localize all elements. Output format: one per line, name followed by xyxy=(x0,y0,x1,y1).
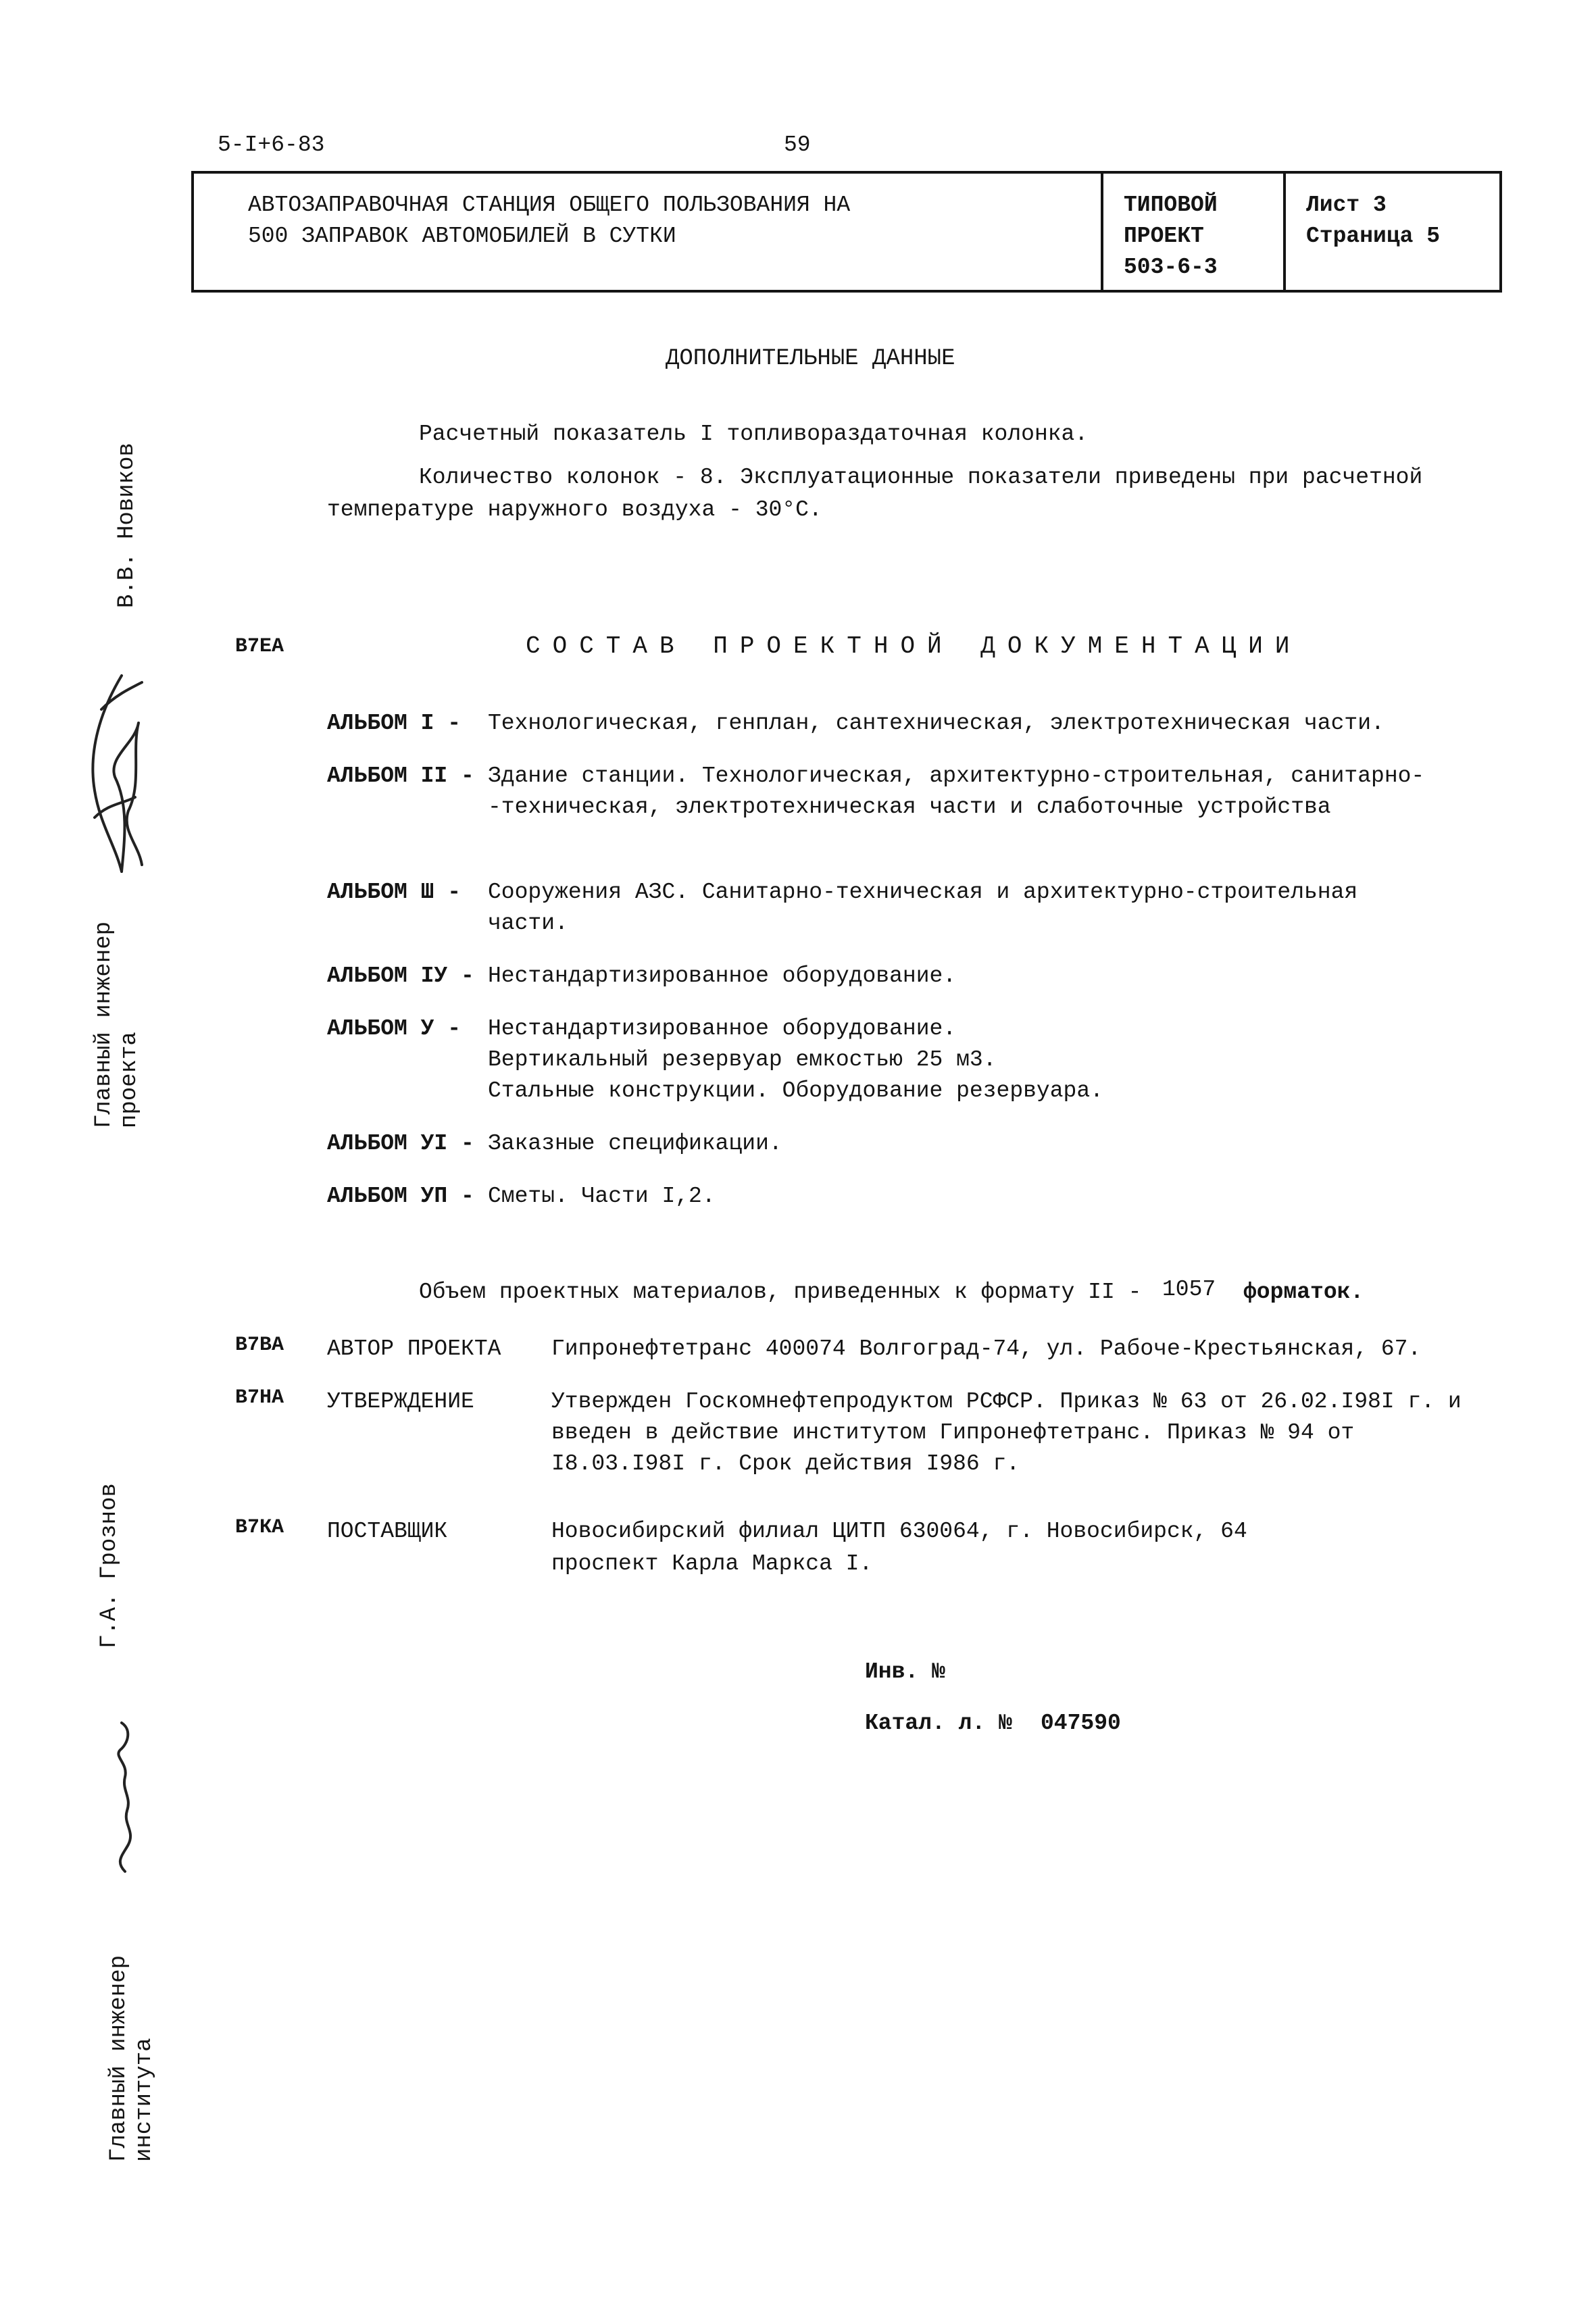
additional-p2-line1: Количество колонок - 8. Эксплуатационные показатели приведены при расчетной xyxy=(419,465,1423,490)
detail-text: Новосибирский филиал ЦИТП 630064, г. Новосибирск, 64 xyxy=(551,1519,1247,1544)
album-label: АЛЬБОМ II - xyxy=(327,763,474,788)
additional-p1: Расчетный показатель I топливораздаточная колонка. xyxy=(419,422,1089,447)
volume-unit: форматок. xyxy=(1243,1280,1364,1305)
album-label: АЛЬБОМ Ш - xyxy=(327,880,462,905)
title-line-1: АВТОЗАПРАВОЧНАЯ СТАНЦИЯ ОБЩЕГО ПОЛЬЗОВАНИЯ НА xyxy=(248,193,851,218)
page-number: 59 xyxy=(784,132,811,157)
project-number: 503-6-3 xyxy=(1124,255,1218,280)
signature-2-icon xyxy=(101,1716,149,1878)
album-text: части. xyxy=(488,911,568,936)
detail-text: Гипронефтетранс 400074 Волгоград-74, ул. Рабоче-Крестьянская, 67. xyxy=(551,1336,1422,1361)
album-text: Нестандартизированное оборудование. xyxy=(488,963,957,988)
sheet-cell xyxy=(1286,174,1505,290)
composition-heading: СОСТАВ ПРОЕКТНОЙ ДОКУМЕНТАЦИИ xyxy=(526,632,1302,660)
album-text: Сметы. Части I,2. xyxy=(488,1184,716,1209)
signature-1-icon xyxy=(74,669,155,899)
volume-text: Объем проектных материалов, приведенных к формату II - xyxy=(419,1280,1142,1305)
album-text: Здание станции. Технологическая, архитектурно-строительная, санитарно- xyxy=(488,763,1425,788)
title-line-2: 500 ЗАПРАВОК АВТОМОБИЛЕЙ В СУТКИ xyxy=(248,224,676,249)
additional-p2-line2: температуре наружного воздуха - 30°С. xyxy=(327,497,822,522)
document-code: 5-I+6-83 xyxy=(218,132,325,157)
album-label: АЛЬБОМ I - xyxy=(327,711,462,736)
album-text: Нестандартизированное оборудование. xyxy=(488,1016,957,1041)
detail-text: проспект Карла Маркса I. xyxy=(551,1551,873,1576)
catalog-label: Катал. л. № xyxy=(865,1711,1012,1736)
album-label: АЛЬБОМ УП - xyxy=(327,1184,474,1209)
margin-role-2-line-1: Главный инженер xyxy=(106,1955,132,2162)
margin-name-2: Г.А. Грознов xyxy=(97,1483,122,1649)
volume-count: 1057 xyxy=(1162,1277,1216,1302)
album-text: Вертикальный резервуар емкостью 25 м3. xyxy=(488,1047,997,1072)
detail-text: Утвержден Госкомнефтепродуктом РСФСР. Приказ № 63 от 26.02.I98I г. и xyxy=(551,1389,1462,1414)
title-block xyxy=(191,171,1502,293)
detail-label: УТВЕРЖДЕНИЕ xyxy=(327,1389,474,1414)
album-label: АЛЬБОМ У - xyxy=(327,1016,462,1041)
detail-text: введен в действие институтом Гипронефтетранс. Приказ № 94 от xyxy=(551,1420,1355,1445)
page-label: Страница 5 xyxy=(1306,224,1441,249)
album-label: АЛЬБОМ IУ - xyxy=(327,963,474,988)
title-cell xyxy=(194,174,1103,290)
additional-heading: ДОПОЛНИТЕЛЬНЫЕ ДАННЫЕ xyxy=(666,346,955,372)
album-text: Стальные конструкции. Оборудование резервуара. xyxy=(488,1078,1103,1103)
detail-label: АВТОР ПРОЕКТА xyxy=(327,1336,501,1361)
detail-label: ПОСТАВЩИК xyxy=(327,1519,448,1544)
detail-code: В7НА xyxy=(235,1386,284,1409)
album-text: Заказные спецификации. xyxy=(488,1131,782,1156)
inventory-number: Инв. № xyxy=(865,1659,945,1684)
sheet-number: Лист 3 xyxy=(1306,193,1387,218)
project-cell xyxy=(1103,174,1286,290)
project-line-2: ПРОЕКТ xyxy=(1124,224,1204,249)
project-line-1: ТИПОВОЙ xyxy=(1124,193,1218,218)
detail-text: I8.03.I98I г. Срок действия I986 г. xyxy=(551,1451,1020,1476)
detail-code: В7КА xyxy=(235,1516,284,1539)
catalog-number: 047590 xyxy=(1041,1711,1121,1736)
detail-code: В7ВА xyxy=(235,1334,284,1357)
margin-role-1-line-1: Главный инженер xyxy=(91,921,117,1128)
margin-role-2-line-2: института xyxy=(132,2038,157,2162)
margin-name-1: В.В. Новиков xyxy=(114,443,140,608)
album-label: АЛЬБОМ УI - xyxy=(327,1131,474,1156)
album-text: Сооружения АЗС. Санитарно-техническая и архитектурно-строительная xyxy=(488,880,1358,905)
album-text: -техническая, электротехническая части и слаботочные устройства xyxy=(488,795,1331,820)
margin-role-1-line-2: проекта xyxy=(117,1032,143,1128)
album-text: Технологическая, генплан, сантехническая, электротехническая части. xyxy=(488,711,1385,736)
composition-code: В7ЕА xyxy=(235,635,284,658)
